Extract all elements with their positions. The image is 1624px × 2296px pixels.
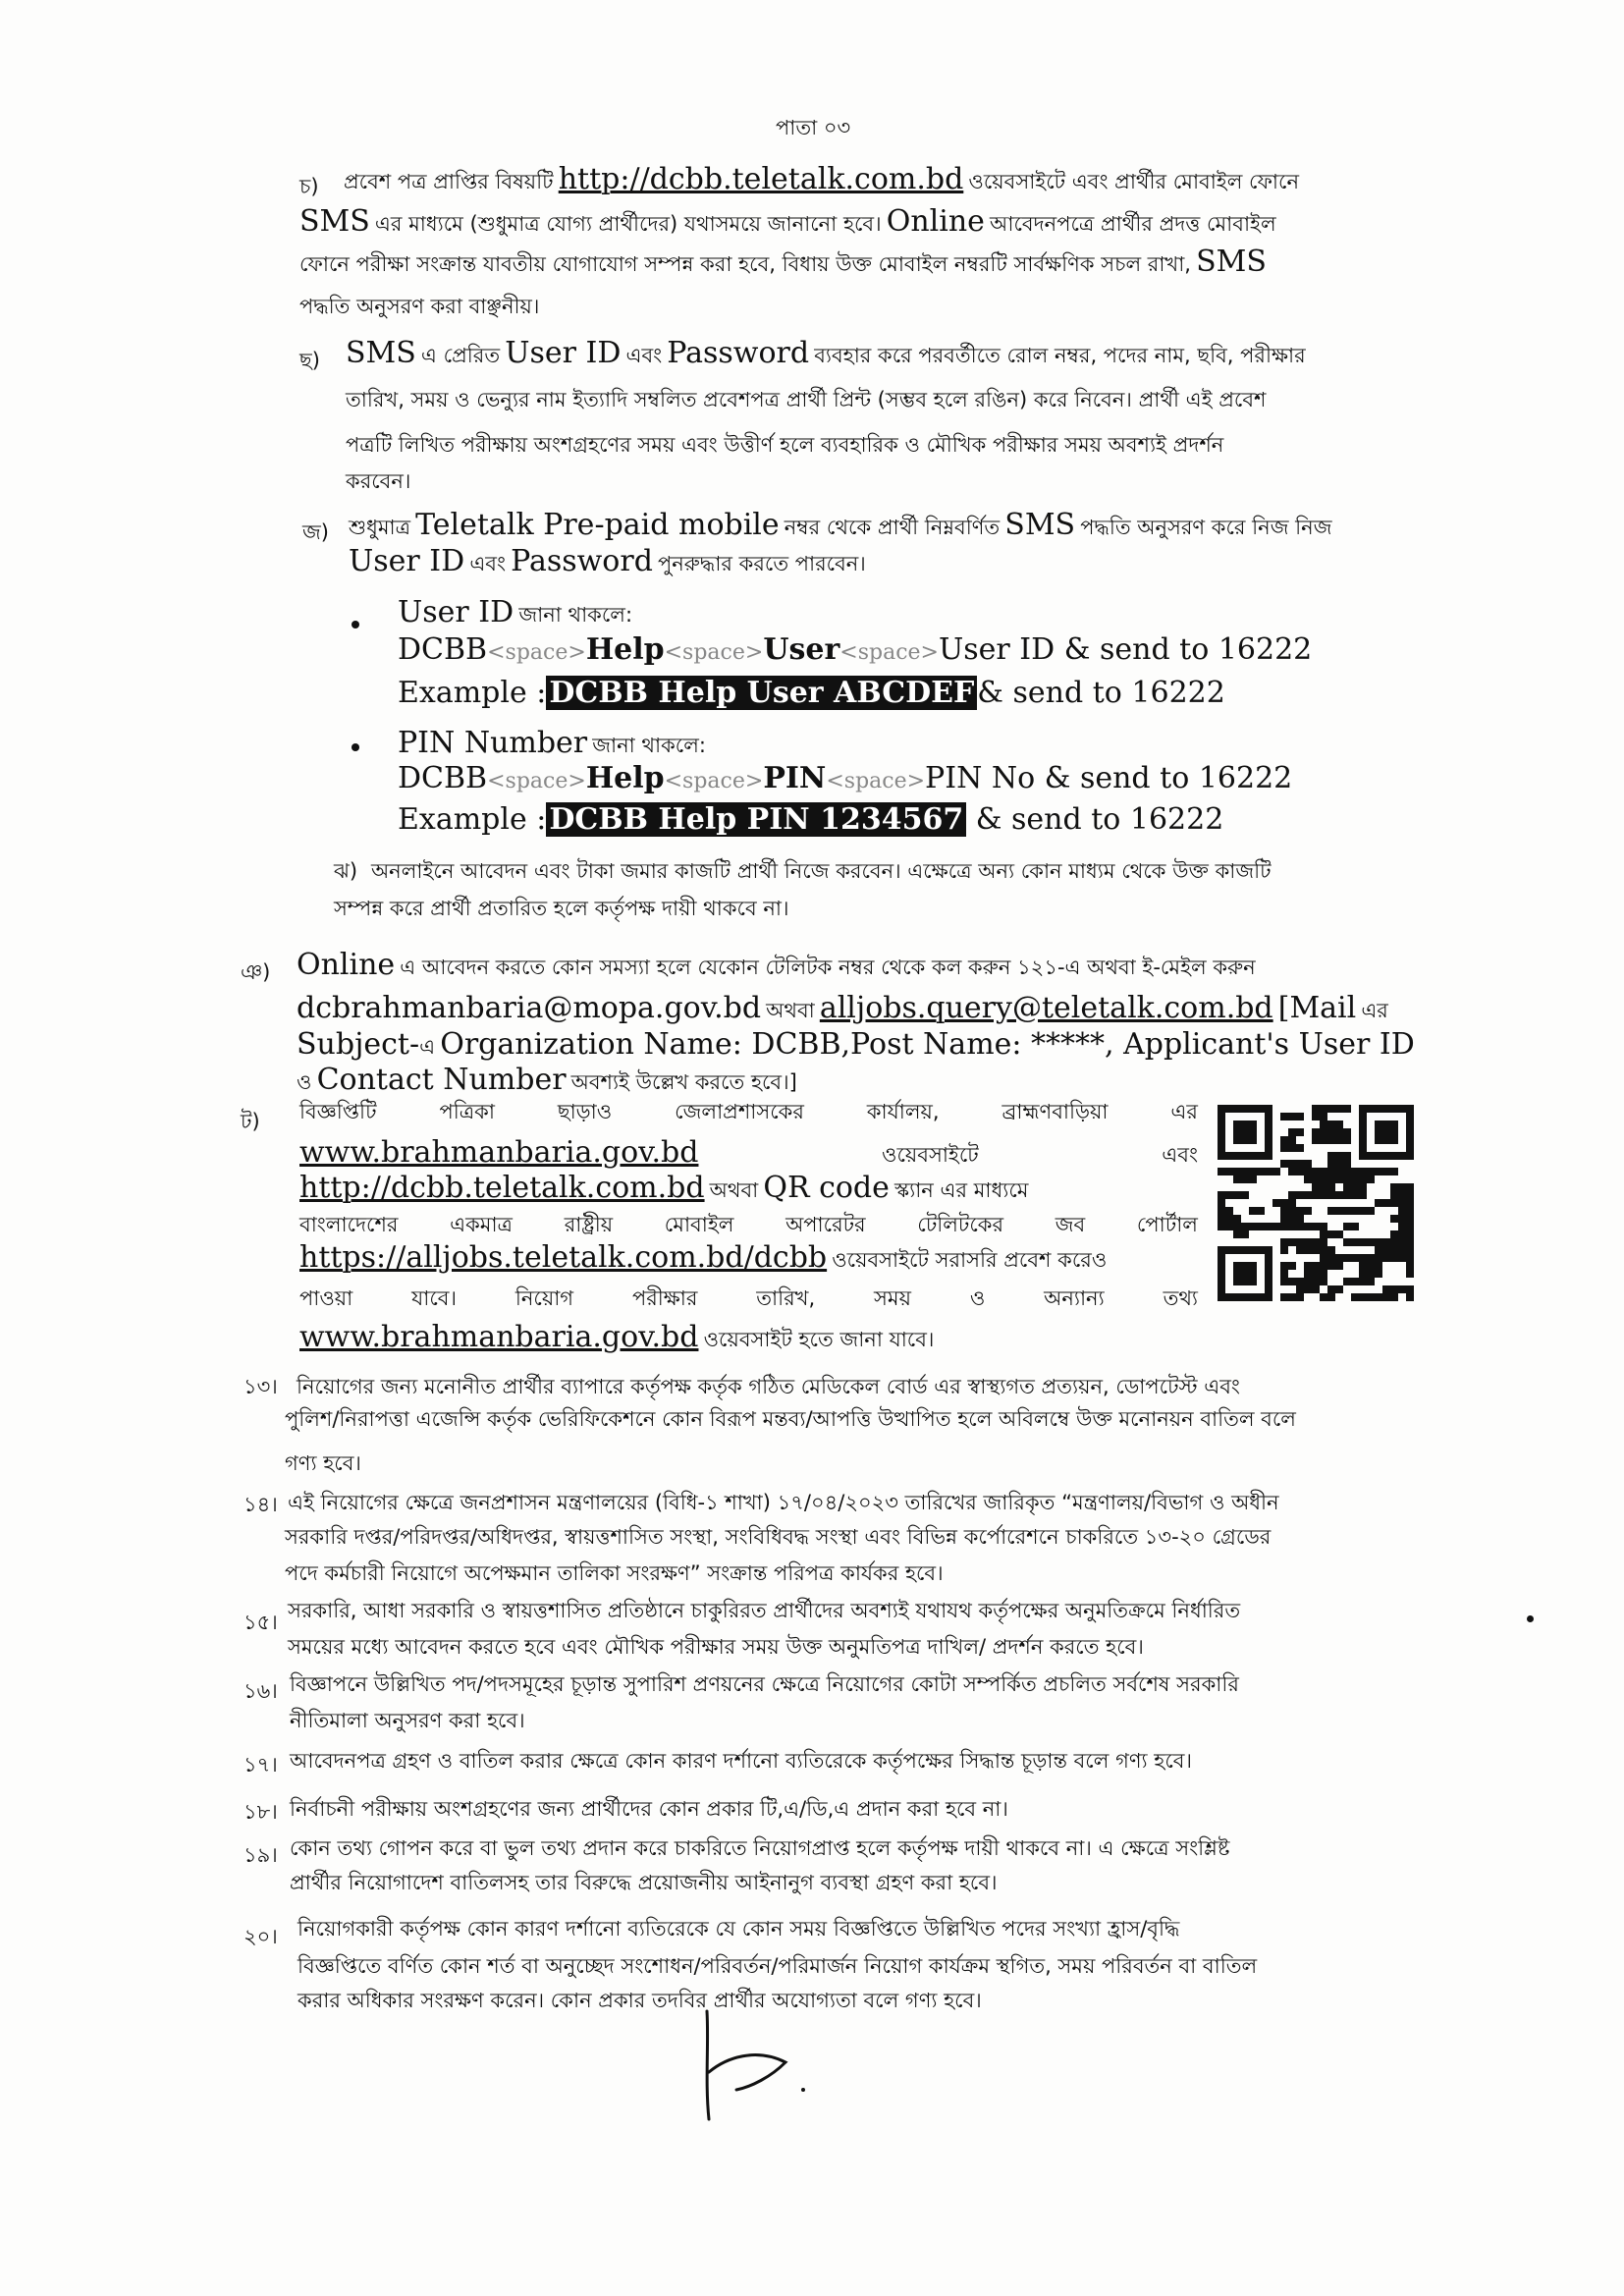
- text: PIN No & send to 16222: [925, 761, 1293, 795]
- item-14-line-2: সরকারি দপ্তর/পরিদপ্তর/অধিদপ্তর, স্বায়ত্তশাসিত সংস্থা, সংবিধিবদ্ধ সংস্থা এবং বিভিন্ন কর্পোরেশনে চাকরিতে ১৩-২০ গ্রেডের: [285, 1525, 1272, 1549]
- word: কার্যালয়,: [866, 1100, 940, 1123]
- item-15-line-2: সময়ের মধ্যে আবেদন করতে হবে এবং মৌখিক পরীক্ষার সময় উক্ত অনুমতিপত্র দাখিল/ প্রদর্শন করতে হবে।: [288, 1635, 1144, 1659]
- text: Contact Number: [316, 1063, 567, 1097]
- item-13-number: ১৩।: [244, 1375, 278, 1398]
- clause-chha-line-3: পত্রটি লিখিত পরীক্ষায় অংশগ্রহণের সময় এবং উত্তীর্ণ হলে ব্যবহারিক ও মৌখিক পরীক্ষার সময় অবশ্যই প্রদর্শন: [346, 433, 1224, 457]
- text: Teletalk Pre-paid mobile: [415, 508, 780, 542]
- clause-nya-marker: ঞ): [241, 960, 271, 984]
- text: শুধুমাত্র: [349, 516, 411, 539]
- text: SMS: [299, 204, 370, 239]
- text: এ: [419, 1035, 436, 1059]
- text: User ID: [505, 336, 622, 370]
- text: প্রবেশ পত্র প্রাপ্তির বিষয়টি: [344, 170, 554, 193]
- clause-jha-marker: ঝ): [334, 859, 358, 883]
- word: নিয়োগ: [514, 1286, 574, 1310]
- text: ওয়েবসাইট হতে জানা যাবে।: [703, 1328, 935, 1351]
- text: SMS: [1196, 245, 1267, 279]
- clause-jha-line-1: অনলাইনে আবেদন এবং টাকা জমার কাজটি প্রার্থী নিজে করবেন। এক্ষেত্রে অন্য কোন মাধ্যম থেকে উক্ত কাজটি: [371, 859, 1272, 883]
- clause-nya-line-3: [297, 1028, 1415, 1062]
- clause-chha-line-1: [346, 337, 1306, 370]
- brahmanbaria-gov-link[interactable]: www.brahmanbaria.gov.bd: [299, 1135, 699, 1170]
- item-14-number: ১৪।: [244, 1493, 278, 1516]
- sms-example-pin: [398, 803, 1223, 837]
- text: PIN Number: [398, 726, 588, 760]
- text: SMS: [1004, 508, 1076, 542]
- text: [Mail: [1277, 991, 1357, 1025]
- item-19-line-1: কোন তথ্য গোপন করে বা ভুল তথ্য প্রদান করে চাকরিতে নিয়োগপ্রাপ্ত হলে কর্তৃপক্ষ দায়ী থাকবে না। এ ক্ষেত্রে সংশ্লিষ্ট: [290, 1836, 1230, 1860]
- word: অপারেটর: [785, 1213, 866, 1236]
- clause-ta-line-7: [299, 1321, 934, 1354]
- item-16-number: ১৬।: [244, 1679, 278, 1703]
- word: ছাড়াও: [557, 1100, 613, 1123]
- bullet-user-id-heading: [398, 596, 632, 629]
- text: ওয়েবসাইটে: [882, 1143, 979, 1167]
- clause-chha-marker: ছ): [299, 349, 320, 372]
- dcbb-teletalk-link[interactable]: http://dcbb.teletalk.com.bd: [299, 1171, 705, 1205]
- word: পোর্টাল: [1136, 1213, 1198, 1236]
- text: ওয়েবসাইটে সরাসরি প্রবেশ করেও: [832, 1248, 1108, 1272]
- signature-mark: [687, 2003, 815, 2131]
- clause-cha-line-1: [344, 163, 1299, 196]
- word: বিজ্ঞপ্তিটি: [299, 1100, 377, 1123]
- text: এবং: [1162, 1143, 1198, 1167]
- text: & send to 16222: [977, 676, 1225, 710]
- word: মোবাইল: [664, 1213, 734, 1236]
- clause-ta-line-4: [299, 1213, 1198, 1236]
- text: এর মাধ্যমে (শুধুমাত্র যোগ্য প্রার্থীদের) যথাসময়ে জানানো হবে।: [374, 212, 882, 236]
- text: জানা থাকলে:: [518, 603, 633, 627]
- item-15-line-1: সরকারি, আধা সরকারি ও স্বায়ত্তশাসিত প্রতিষ্ঠানে চাকুরিরত প্রার্থীদের অবশ্যই যথাযথ কর্তৃপক্ষের অনুমতিক্রমে নির্ধারিত: [288, 1599, 1241, 1622]
- clause-cha-marker: চ): [299, 175, 319, 198]
- text: অবশ্যই উল্লেখ করতে হবে।]: [570, 1070, 797, 1094]
- text: ও: [297, 1070, 312, 1094]
- word: রাষ্ট্রীয়: [564, 1213, 614, 1236]
- text: Organization Name: DCBB,Post Name: *****, Applicant's User ID: [440, 1027, 1415, 1062]
- word: পাওয়া: [299, 1286, 353, 1310]
- text: জানা থাকলে:: [592, 734, 706, 757]
- clause-ta-line-5: [299, 1241, 1107, 1275]
- text: পদ্ধতি অনুসরণ করে নিজ নিজ: [1080, 516, 1332, 539]
- item-16-line-2: নীতিমালা অনুসরণ করা হবে।: [290, 1709, 525, 1732]
- text: & send to 16222: [975, 802, 1224, 837]
- word: তারিখ,: [756, 1286, 816, 1310]
- text: SMS: [346, 336, 416, 370]
- qr-code-icon: [1218, 1105, 1414, 1301]
- item-18-number: ১৮।: [244, 1800, 278, 1824]
- item-13-line-1: নিয়োগের জন্য মনোনীত প্রার্থীর ব্যাপারে কর্তৃপক্ষ কর্তৃক গঠিত মেডিকেল বোর্ড এর স্বাস্থ্যগত প্রত্যয়ন, ডোপটেস্ট এবং: [297, 1375, 1240, 1398]
- text: User: [763, 632, 840, 667]
- clause-nya-line-2: [297, 992, 1388, 1025]
- text: এবং: [625, 344, 663, 367]
- word: পরীক্ষার: [631, 1286, 698, 1310]
- brahmanbaria-gov-link[interactable]: www.brahmanbaria.gov.bd: [299, 1320, 699, 1354]
- clause-nya-line-4: [297, 1064, 797, 1097]
- item-20-number: ২০।: [244, 1925, 278, 1948]
- word: জব: [1055, 1213, 1086, 1236]
- text: DCBB: [398, 761, 488, 795]
- clause-ja-marker: জ): [302, 520, 329, 544]
- bullet-dot: [352, 743, 359, 751]
- alljobs-email-link[interactable]: alljobs.query@teletalk.com.bd: [819, 991, 1273, 1025]
- word: জেলাপ্রশাসকের: [675, 1100, 804, 1123]
- text: Online: [297, 948, 396, 982]
- item-19-line-2: প্রার্থীর নিয়োগাদেশ বাতিলসহ তার বিরুদ্ধে প্রয়োজনীয় আইনানুগ ব্যবস্থা গ্রহণ করা হবে।: [290, 1871, 998, 1894]
- item-17-line-1: আবেদনপত্র গ্রহণ ও বাতিল করার ক্ষেত্রে কোন কারণ দর্শানো ব্যতিরেকে কর্তৃপক্ষের সিদ্ধান্ত চূড়ান্ত বলে গণ্য হবে।: [290, 1749, 1192, 1773]
- item-18-line-1: নির্বাচনী পরীক্ষায় অংশগ্রহণের জন্য প্রার্থীদের কোন প্রকার টি,এ/ডি,এ প্রদান করা হবে না।: [290, 1797, 1008, 1821]
- text: এবং: [469, 552, 507, 575]
- sms-example-user-id: [398, 677, 1225, 710]
- sms-format-pin: [398, 762, 1292, 798]
- text: স্ক্যান এর মাধ্যমে: [893, 1178, 1029, 1202]
- example-highlight: DCBB Help User ABCDEF: [546, 676, 977, 710]
- text: Help: [585, 632, 665, 667]
- space-token: <space>: [664, 640, 764, 665]
- alljobs-dcbb-link[interactable]: https://alljobs.teletalk.com.bd/dcbb: [299, 1240, 828, 1275]
- clause-ta-marker: ট): [241, 1110, 260, 1133]
- item-19-number: ১৯।: [244, 1843, 278, 1867]
- word: একমাত্র: [450, 1213, 513, 1236]
- sms-format-user-id: [398, 633, 1312, 670]
- clause-cha-line-2: [299, 205, 1276, 239]
- text: ওয়েবসাইটে এবং প্রার্থীর মোবাইল ফোনে: [968, 170, 1299, 193]
- margin-dot: [1527, 1615, 1534, 1622]
- text: Example :: [398, 802, 547, 837]
- space-token: <space>: [487, 769, 586, 793]
- item-20-line-2: বিজ্ঞপ্তিতে বর্ণিত কোন শর্ত বা অনুচ্ছেদ সংশোধন/পরিবর্তন/পরিমার্জন নিয়োগ কার্যক্রম স্থগিত, সময় পরিবর্তন বা বাতিল: [298, 1954, 1258, 1978]
- page-number: পাতা ০৩: [776, 116, 851, 139]
- word: ব্রাহ্মণবাড়িয়া: [1001, 1100, 1109, 1123]
- text: DCBB: [398, 632, 488, 667]
- clause-ta-line-1: [299, 1100, 1198, 1123]
- space-token: <space>: [487, 640, 586, 665]
- clause-cha-line-3: [299, 246, 1267, 279]
- word: টেলিটকের: [917, 1213, 1004, 1236]
- item-16-line-1: বিজ্ঞাপনে উল্লিখিত পদ/পদসমূহের চূড়ান্ত সুপারিশ প্রণয়নের ক্ষেত্রে নিয়োগের কোটা সম্পর্কিত প্রচলিত সর্বশেষ সরকারি: [290, 1672, 1239, 1696]
- clause-ta-line-6: [299, 1286, 1198, 1310]
- space-token: <space>: [664, 769, 764, 793]
- text: ব্যবহার করে পরবর্তীতে রোল নম্বর, পদের নাম, ছবি, পরীক্ষার: [814, 344, 1306, 367]
- clause-ta-line-2: [299, 1136, 1198, 1170]
- item-14-line-3: পদে কর্মচারী নিয়োগে অপেক্ষমান তালিকা সংরক্ষণ” সংক্রান্ত পরিপত্র কার্যকর হবে।: [285, 1561, 944, 1585]
- word: ও: [969, 1286, 986, 1310]
- text: User ID & send to 16222: [938, 632, 1313, 667]
- text: Example :: [398, 676, 547, 710]
- word: তথ্য: [1163, 1286, 1199, 1310]
- text: QR code: [763, 1171, 890, 1205]
- word: বাংলাদেশের: [299, 1213, 399, 1236]
- item-20-line-1: নিয়োগকারী কর্তৃপক্ষ কোন কারণ দর্শানো ব্যতিরেকে যে কোন সময় বিজ্ঞপ্তিতে উল্লিখিত পদের সংখ্যা হ্রাস/বৃদ্ধি: [298, 1917, 1180, 1941]
- text: আবেদনপত্রে প্রার্থীর প্রদত্ত মোবাইল: [990, 212, 1276, 236]
- text: PIN: [763, 761, 827, 795]
- example-highlight: DCBB Help PIN 1234567: [546, 802, 966, 837]
- text: নম্বর থেকে প্রার্থী নিম্নবর্ণিত: [784, 516, 1001, 539]
- text: Password: [667, 336, 810, 370]
- clause-ta-line-3: [299, 1172, 1028, 1205]
- word: যাবে।: [411, 1286, 457, 1310]
- text: অথবা: [766, 999, 815, 1022]
- clause-chha-line-4: করবেন।: [346, 469, 411, 493]
- word: সময়: [874, 1286, 911, 1310]
- clause-chha-line-2: তারিখ, সময় ও ভেন্যুর নাম ইত্যাদি সম্বলিত প্রবেশপত্র প্রার্থী প্রিন্ট (সম্ভব হলে রঙিন) করে নিবেন। প্রার্থী এই প্রবেশ: [346, 388, 1267, 411]
- clause-nya-line-1: [297, 949, 1256, 982]
- item-13-line-2: পুলিশ/নিরাপত্তা এজেন্সি কর্তৃক ভেরিফিকেশনে কোন বিরূপ মন্তব্য/আপত্তি উত্থাপিত হলে অবিলম্বে উক্ত মনোনয়ন বাতিল বলে: [285, 1407, 1296, 1431]
- word: পত্রিকা: [439, 1100, 495, 1123]
- dcbb-teletalk-link[interactable]: http://dcbb.teletalk.com.bd: [558, 162, 964, 196]
- item-15-number: ১৫।: [244, 1611, 278, 1634]
- bullet-pin-heading: [398, 727, 706, 760]
- space-token: <space>: [826, 769, 926, 793]
- clause-ja-line-1: [349, 509, 1332, 542]
- space-token: <space>: [839, 640, 939, 665]
- item-20-line-3: করার অধিকার সংরক্ষণ করেন। কোন প্রকার তদবির প্রার্থীর অযোগ্যতা বলে গণ্য হবে।: [298, 1989, 982, 2012]
- text: অথবা: [709, 1178, 759, 1202]
- text: User ID: [398, 595, 514, 629]
- clause-jha-line-2: সম্পন্ন করে প্রার্থী প্রতারিত হলে কর্তৃপক্ষ দায়ী থাকবে না।: [334, 897, 789, 920]
- text: ফোনে পরীক্ষা সংক্রান্ত যাবতীয় যোগাযোগ সম্পন্ন করা হবে, বিধায় উক্ত মোবাইল নম্বরটি সার্বক্ষণিক সচল রাখা,: [299, 252, 1191, 276]
- dc-email-link[interactable]: dcbrahmanbaria@mopa.gov.bd: [297, 991, 762, 1025]
- text: Help: [585, 761, 665, 795]
- clause-ja-line-2: [349, 545, 866, 578]
- word: অন্যান্য: [1044, 1286, 1105, 1310]
- text: পুনরুদ্ধার করতে পারবেন।: [658, 552, 866, 575]
- clause-cha-line-4: পদ্ধতি অনুসরণ করা বাঞ্ছনীয়।: [299, 295, 540, 318]
- bullet-dot: [352, 621, 359, 629]
- text: এর: [1361, 999, 1388, 1022]
- text: এ আবেদন করতে কোন সমস্যা হলে যেকোন টেলিটক নম্বর থেকে কল করুন ১২১-এ অথবা ই-মেইল করুন: [400, 956, 1256, 979]
- word: এর: [1170, 1100, 1198, 1123]
- text: Online: [886, 204, 985, 239]
- item-13-line-3: গণ্য হবে।: [285, 1451, 361, 1475]
- text: Subject-: [297, 1027, 420, 1062]
- text: Password: [511, 544, 653, 578]
- text: User ID: [349, 544, 465, 578]
- item-17-number: ১৭।: [244, 1753, 278, 1777]
- item-14-line-1: এই নিয়োগের ক্ষেত্রে জনপ্রশাসন মন্ত্রণালয়ের (বিধি-১ শাখা) ১৭/০৪/২০২৩ তারিখের জারিকৃত “মন্ত্রণালয়/বিভাগ ও অধীন: [288, 1491, 1279, 1514]
- text: এ প্রেরিত: [420, 344, 501, 367]
